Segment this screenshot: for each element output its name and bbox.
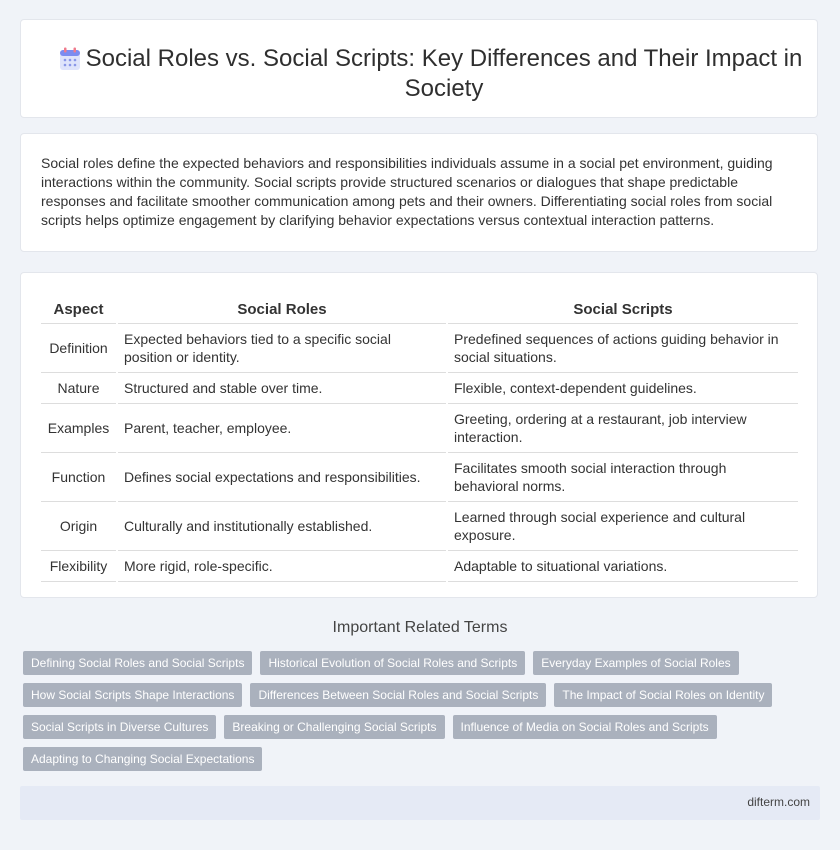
scripts-cell: Predefined sequences of actions guiding behavior in social situations.	[447, 324, 798, 373]
header-social-scripts: Social Scripts	[447, 295, 798, 324]
related-terms-list	[23, 651, 813, 771]
header-social-roles: Social Roles	[117, 295, 447, 324]
calendar-icon	[59, 47, 81, 71]
scripts-cell: Learned through social experience and cultural exposure.	[447, 502, 798, 551]
aspect-cell: Nature	[41, 373, 117, 404]
table-row	[41, 324, 798, 373]
related-term-tag[interactable]: Influence of Media on Social Roles and Scripts	[453, 715, 717, 739]
table-row	[41, 551, 798, 582]
related-term-tag[interactable]: Social Scripts in Diverse Cultures	[23, 715, 216, 739]
roles-cell: More rigid, role-specific.	[117, 551, 447, 582]
aspect-cell: Examples	[41, 404, 117, 453]
header-aspect: Aspect	[41, 295, 117, 324]
scripts-cell: Greeting, ordering at a restaurant, job interview interaction.	[447, 404, 798, 453]
table-header-row	[41, 295, 798, 324]
roles-cell: Expected behaviors tied to a specific social position or identity.	[117, 324, 447, 373]
related-term-tag[interactable]: Differences Between Social Roles and Social Scripts	[250, 683, 546, 707]
comparison-table	[41, 295, 798, 582]
roles-cell: Culturally and institutionally established.	[117, 502, 447, 551]
table-row	[41, 453, 798, 502]
related-term-tag[interactable]: Adapting to Changing Social Expectations	[23, 747, 262, 771]
intro-text: Social roles define the expected behaviors and responsibilities individuals assume in a social pet environment, guiding interactions within the community. Social scripts provide structured scenarios or dialogues that shape predictable responses and facilitate smoother communication among pets and their owners. Differentiating social roles from social scripts helps optimize engagement by clarifying behavior expectations versus contextual interaction patterns.	[41, 155, 773, 228]
scripts-cell: Adaptable to situational variations.	[447, 551, 798, 582]
scripts-cell: Facilitates smooth social interaction through behavioral norms.	[447, 453, 798, 502]
related-terms-title: Important Related Terms	[332, 619, 508, 636]
aspect-cell: Flexibility	[41, 551, 117, 582]
roles-cell: Structured and stable over time.	[117, 373, 447, 404]
footer-site-link[interactable]: difterm.com	[747, 795, 810, 809]
intro-card	[20, 133, 818, 252]
comparison-card	[20, 272, 818, 598]
related-term-tag[interactable]: Breaking or Challenging Social Scripts	[224, 715, 444, 739]
table-row	[41, 502, 798, 551]
aspect-cell: Function	[41, 453, 117, 502]
footer	[20, 786, 820, 820]
table-row	[41, 373, 798, 404]
related-term-tag[interactable]: Everyday Examples of Social Roles	[533, 651, 738, 675]
header-card	[20, 19, 818, 118]
aspect-cell: Origin	[41, 502, 117, 551]
table-row	[41, 404, 798, 453]
roles-cell: Defines social expectations and responsibilities.	[117, 453, 447, 502]
related-term-tag[interactable]: Historical Evolution of Social Roles and Scripts	[260, 651, 525, 675]
related-term-tag[interactable]: How Social Scripts Shape Interactions	[23, 683, 242, 707]
page-title: Social Roles vs. Social Scripts: Key Differences and Their Impact in Society	[85, 45, 803, 102]
aspect-cell: Definition	[41, 324, 117, 373]
roles-cell: Parent, teacher, employee.	[117, 404, 447, 453]
related-term-tag[interactable]: The Impact of Social Roles on Identity	[554, 683, 772, 707]
related-term-tag[interactable]: Defining Social Roles and Social Scripts	[23, 651, 252, 675]
scripts-cell: Flexible, context-dependent guidelines.	[447, 373, 798, 404]
